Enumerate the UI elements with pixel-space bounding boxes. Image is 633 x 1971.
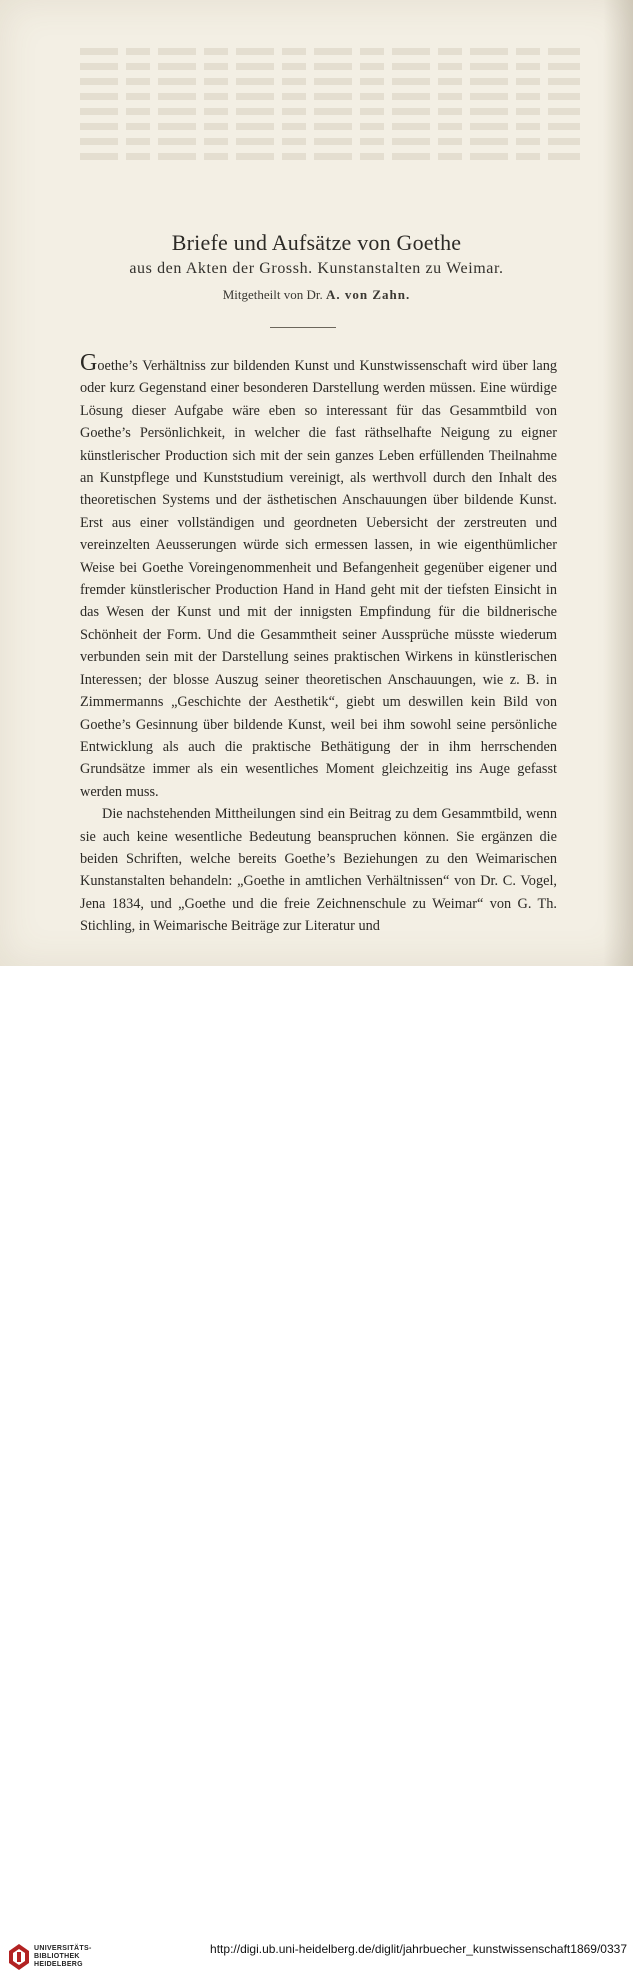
title-divider [270,327,336,328]
paragraph-1 [80,352,557,803]
byline-prefix: Mitgetheilt von Dr. [222,287,323,302]
article-title: Briefe und Aufsätze von Goethe [171,230,462,255]
scanned-page [0,0,633,966]
paragraph-1-text: oethe’s Verhältniss zur bildenden Kunst und Kunstwissenschaft wird über lang oder kurz Gegenstand einer besonderen Darstellung werden müssen. Eine würdige Lösung dieser Aufgabe wäre eben so interessant für das Gesammtbild von Goethe’s Persönlichkeit, in welcher die fast räthselhafte Neigung zu eigner künstlerischer Production sich mit der sein ganzes Leben erfüllenden Theilnahme an Kunstpflege und Kunststudium vereinigt, als werthvoll durch den Inhalt des theoretischen Systems und der ästhetischen Anschauungen über bildende Kunst. Erst aus einer vollständigen und geordneten Uebersicht der zerstreuten und vereinzelten Aeusserungen würde sich ermessen lassen, in wie eigenthümlicher Weise bei Goethe Voreingenommenheit und Befangenheit gegenüber eigener und fremder künstlerischer Production Hand in Hand geht mit der tiefsten Einsicht in das Wesen der Kunst und mit der innigsten Empfindung für die bildnerische Schönheit der Form. Und die Gesammtheit seiner Aussprüche müsste wiederum verbunden sein mit der Darstellung seines praktischen Wirkens in künstlerischen Interessen; der blosse Auszug seiner theoretischen Anschauungen, wie z. B. in Zimmermanns „Geschichte der Aesthetik“, giebt um deswillen kein Bild von Goethe’s Gesinnung über bildende Kunst, weil bei ihm sowohl seine persönliche Entwicklung als auch die praktische Bethätigung der in ihm herrschenden Grundsätze immer als ein wesentliches Moment gleichzeitig ins Auge gefasst werden muss. [80,358,557,800]
dropcap: G [80,350,98,376]
viewer-footer [0,966,633,1968]
byline [0,287,633,303]
author-name: A. von Zahn. [326,287,411,302]
university-seal-icon[interactable] [8,1943,30,1971]
paragraph-2: Die nachstehenden Mittheilungen sind ein Beitrag zu dem Gesammtbild, wenn sie auch keine wesentliche Bedeutung beanspruchen können. Sie ergänzen die beiden Schriften, welche bereits Goethe’s Beziehungen zu den Weimarischen Kunstanstalten behandeln: „Goethe in amtlichen Verhältnissen“ von Dr. C. Vogel, Jena 1834, und „Goethe und die freie Zeichnenschule zu Weimar“ von G. Th. Stichling, in Weimarische Beiträge zur Literatur und [80,806,557,935]
bleed-through-text [80,40,580,165]
article-subtitle: aus den Akten der Grossh. Kunstanstalten zu Weimar. [129,260,504,277]
institution-name[interactable]: UNIVERSITÄTS- BIBLIOTHEK HEIDELBERG [34,1945,92,1968]
page-url-link[interactable]: http://digi.ub.uni-heidelberg.de/diglit/jahrbuecher_kunstwissenschaft1869/0337 [210,1942,627,1956]
article-body [80,352,557,938]
